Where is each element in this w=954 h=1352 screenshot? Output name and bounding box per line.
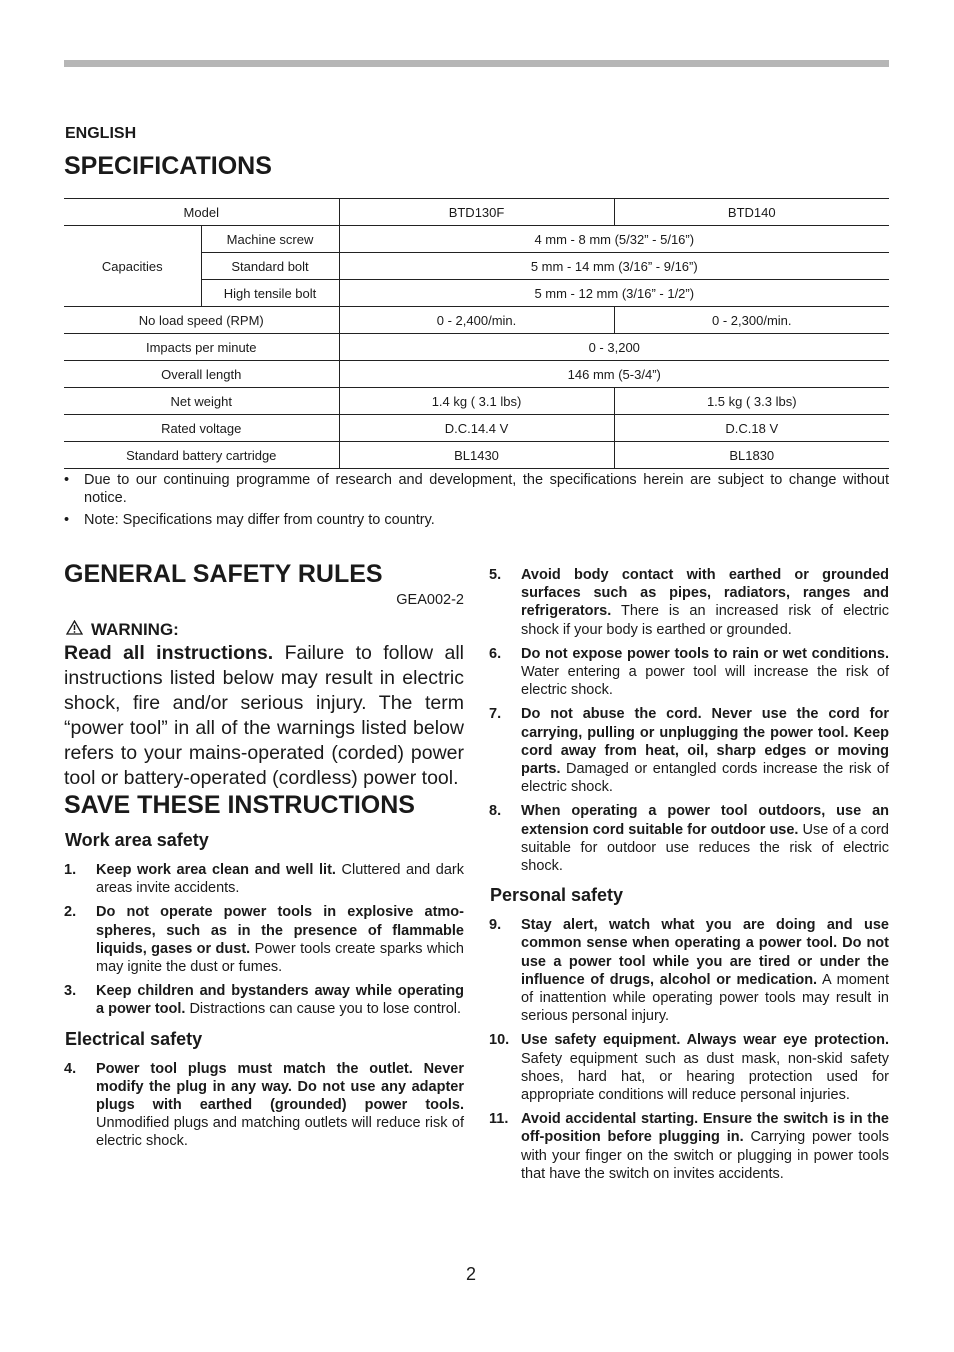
personal-safety-heading: Personal safety xyxy=(490,885,624,906)
cell-model-b: BTD140 xyxy=(614,199,889,226)
cell-label: Net weight xyxy=(64,388,339,415)
cell-model-a: BTD130F xyxy=(339,199,614,226)
item-text: Power tools create sparks which may ignite the dust or fumes. xyxy=(96,940,464,976)
cell-value: 4 mm - 8 mm (5/32” - 5/16”) xyxy=(339,226,889,253)
item-number: 4. xyxy=(64,1060,77,1077)
cell-value-b: 1.5 kg ( 3.3 lbs) xyxy=(614,388,889,415)
item-text: Cluttered and dark areas invite accidents. xyxy=(96,862,464,897)
item-number: 3. xyxy=(64,983,77,1000)
item-bold: Power tool plugs must match the outlet. Never modify the plug in any way. Do not use any adapter plugs with earthed (grounded) power tools. xyxy=(96,1060,464,1114)
cell-value-b: 0 - 2,300/min. xyxy=(614,307,889,334)
cell-value: 5 mm - 14 mm (3/16” - 9/16”) xyxy=(339,253,889,280)
left-column xyxy=(64,560,464,1157)
note-item: • Note: Specifications may differ from country to country. xyxy=(64,511,889,529)
save-instructions-title: SAVE THESE INSTRUCTIONS xyxy=(64,791,415,819)
cell-value: 146 mm (5-3/4”) xyxy=(339,361,889,388)
item-bold: Avoid accidental starting. Ensure the switch is in the off-position before plugging in. xyxy=(521,1111,889,1146)
electrical-heading: Electrical safety xyxy=(65,1028,203,1049)
language-label: ENGLISH xyxy=(65,125,137,142)
item-number: 7. xyxy=(489,706,502,723)
item-number: 8. xyxy=(489,803,502,820)
table-row xyxy=(64,415,889,442)
warning-triangle-icon xyxy=(66,620,83,640)
cell-value: 0 - 3,200 xyxy=(339,334,889,361)
cell-value-a: 0 - 2,400/min. xyxy=(339,307,614,334)
list-item xyxy=(64,1060,464,1151)
item-text: A moment of inattention while operating power tools may result in serious personal injury. xyxy=(521,971,889,1025)
spec-notes xyxy=(64,471,889,533)
table-row xyxy=(64,226,889,253)
list-item xyxy=(64,982,464,1018)
cell-label: No load speed (RPM) xyxy=(64,307,339,334)
safety-rules-title: GENERAL SAFETY RULES xyxy=(64,560,383,588)
item-bold: Stay alert, watch what you are doing and use common sense when operating a power tool. Do not use a power tool while you are tired or under the influence of drugs, alcohol or medication. xyxy=(521,917,889,988)
work-area-heading: Work area safety xyxy=(65,830,209,850)
table-row xyxy=(64,388,889,415)
item-number: 6. xyxy=(489,645,502,662)
item-number: 5. xyxy=(489,567,502,583)
list-item xyxy=(489,705,889,796)
list-item xyxy=(489,1031,889,1104)
cell-value-a: BL1430 xyxy=(339,442,614,469)
list-item xyxy=(489,645,889,700)
list-item xyxy=(489,916,889,1025)
list-item xyxy=(489,566,889,639)
warning-heading xyxy=(64,620,464,640)
list-item xyxy=(489,802,889,875)
cell-value-a: 1.4 kg ( 3.1 lbs) xyxy=(339,388,614,415)
list-item xyxy=(64,903,464,976)
item-text: Water entering a power tool will increase the risk of electric shock. xyxy=(521,664,889,699)
item-text: Unmodified plugs and matching outlets will reduce risk of electric shock. xyxy=(96,1115,464,1150)
specifications-title: SPECIFICATIONS xyxy=(64,152,272,180)
cell-value-b: D.C.18 V xyxy=(614,415,889,442)
item-bold: When operating a power tool outdoors, use an extension cord suitable for outdoor use. xyxy=(521,803,889,838)
item-number: 11. xyxy=(489,1111,509,1128)
table-row xyxy=(64,442,889,469)
warning-bold: Read all instructions. xyxy=(64,642,274,664)
table-row xyxy=(64,199,889,226)
cell-label: Impacts per minute xyxy=(64,334,339,361)
item-text: Carrying power tools with your finger on the switch or plugging in power tools that have the switch on invites accidents. xyxy=(521,1129,889,1182)
header-rule xyxy=(64,60,889,67)
item-bold: Do not expose power tools to rain or wet conditions. xyxy=(521,645,889,662)
item-number: 1. xyxy=(64,862,77,878)
table-row xyxy=(64,361,889,388)
item-bold: Avoid body contact with earthed or grounded surfaces such as pipes, radiators, ranges and refrigerators. xyxy=(521,567,889,620)
cell-sub-label: Standard bolt xyxy=(201,253,339,280)
cell-sub-label: Machine screw xyxy=(201,226,339,253)
cell-label: Standard battery cartridge xyxy=(64,442,339,469)
cell-capacities-label: Capacities xyxy=(64,226,201,307)
item-number: 2. xyxy=(64,904,77,921)
list-item xyxy=(489,1110,889,1183)
cell-label: Overall length xyxy=(64,361,339,388)
right-column xyxy=(489,566,889,1189)
item-bold: Do not abuse the cord. Never use the cord for carrying, pulling or unplugging the power tool. Keep cord away from heat, oil, sharp edges or moving parts. xyxy=(521,706,889,778)
item-text: Damaged or entangled cords increase the risk of electric shock. xyxy=(521,761,889,796)
cell-value-a: D.C.14.4 V xyxy=(339,415,614,442)
cell-label: Model xyxy=(64,199,339,226)
cell-label: Rated voltage xyxy=(64,415,339,442)
cell-value: 5 mm - 12 mm (3/16” - 1/2”) xyxy=(339,280,889,307)
item-text: There is an increased risk of electric shock if your body is earthed or grounded. xyxy=(521,603,889,638)
warning-text: Failure to follow all instructions listed below may result in electric shock, fire and/or serious injury. The term “power tool” in all of the warnings listed below refers to your mains-operated (corded) power tool or battery-operated (cordless) power tool. xyxy=(64,642,464,789)
specifications-table xyxy=(64,198,889,469)
item-text: Distractions can cause you to lose control. xyxy=(185,1001,462,1018)
item-text: Safety equipment such as dust mask, non-skid safety shoes, hard hat, or hearing protection used for appropriate conditions will reduce personal injuries. xyxy=(521,1050,889,1104)
item-number: 10. xyxy=(489,1032,510,1049)
document-code: GEA002-2 xyxy=(396,592,464,608)
item-number: 9. xyxy=(489,917,502,934)
warning-paragraph xyxy=(64,641,464,791)
item-bold: Keep children and bystanders away while operating a power tool. xyxy=(96,983,464,1018)
table-row xyxy=(64,307,889,334)
item-bold: Keep work area clean and well lit. xyxy=(96,862,336,878)
list-item xyxy=(64,861,464,897)
cell-sub-label: High tensile bolt xyxy=(201,280,339,307)
item-bold: Use safety equipment. Always wear eye protection. xyxy=(521,1032,889,1049)
table-row xyxy=(64,334,889,361)
item-bold: Do not operate power tools in explosive atmospheres, such as in the presence of flammable liquids, gases or dust. xyxy=(96,904,464,957)
warning-label: WARNING: xyxy=(91,620,179,639)
page-number: 2 xyxy=(466,1264,477,1284)
note-item: • Due to our continuing programme of research and development, the specifications herein are subject to change without notice. xyxy=(64,471,889,507)
item-text: Use of a cord suitable for outdoor use reduces the risk of electric shock. xyxy=(521,821,889,875)
cell-value-b: BL1830 xyxy=(614,442,889,469)
